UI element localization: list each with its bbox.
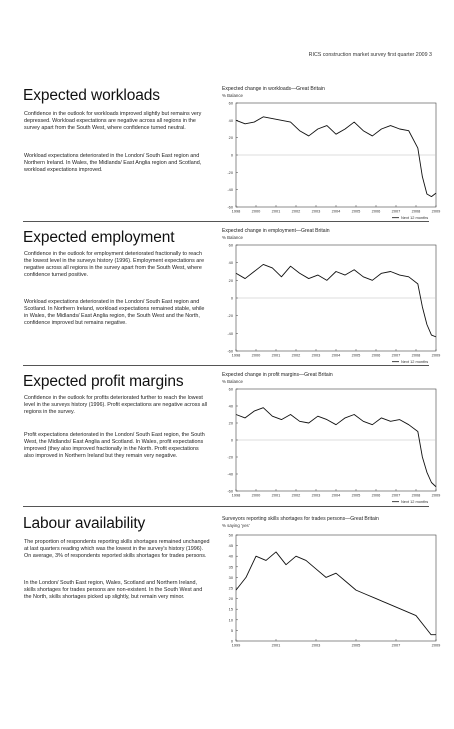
chart-unit-label: % saying 'yes' <box>222 523 250 528</box>
x-tick-label: 2005 <box>351 208 361 214</box>
y-tick-label: 40 <box>228 260 233 266</box>
skills-shortages-chart <box>222 531 441 650</box>
series-line <box>236 552 436 635</box>
chart-title: Expected change in profit margins—Great Britain <box>222 372 333 378</box>
section-paragraph: The proportion of respondents reporting skills shortages remained unchanged at last quarters reading which was the lowest in the survey's history (1996). On average, 3% of respondents reported skills shortages for trades persons. <box>24 539 210 560</box>
x-tick-label: 2003 <box>311 642 321 648</box>
section-paragraph: Profit expectations deteriorated in the London/ South East region, the South West, the Midlands/ East Anglia and Scotland. In Wales, profit expectations improved (they also improved fractionally in the North. Profit expectations also improved in Northern Ireland but they remain very negative. <box>24 432 205 460</box>
x-tick-label: 1998 <box>231 492 241 498</box>
chart-title: Surveyors reporting skills shortages for trades persons—Great Britain <box>222 516 379 522</box>
y-tick-label: -40 <box>227 471 233 477</box>
y-tick-label: 30 <box>228 574 233 580</box>
section-paragraph: Confidence in the outlook for employment deteriorated fractionally to reach the lowest level in the surveys history (1996). Employment expectations are negative across all regions in the survey apart from the South West, where confidence turned positive. <box>24 251 205 279</box>
page-header: RICS construction market survey first quarter 2009 3 <box>308 52 432 58</box>
x-tick-label: 2004 <box>331 352 341 358</box>
plot-frame <box>236 535 436 641</box>
x-tick-label: 1999 <box>231 642 241 648</box>
x-tick-label: 2008 <box>411 208 421 214</box>
y-tick-label: 40 <box>228 403 233 409</box>
y-tick-label: 20 <box>228 596 233 602</box>
x-tick-label: 2006 <box>371 352 381 358</box>
series-line <box>236 264 436 336</box>
section-divider <box>23 365 429 366</box>
workloads-chart <box>222 99 441 222</box>
x-tick-label: 2000 <box>251 492 261 498</box>
y-tick-label: -40 <box>227 187 233 193</box>
section-paragraph: Workload expectations deteriorated in the London/ South East region and Scotland. In Northern Ireland, workload expectations remained stable, while in Wales, the Midlands/ East Anglia region, the South West and the North, confidence improved but remains negative. <box>24 299 205 327</box>
legend-label: Next 12 months <box>401 499 429 504</box>
legend-label: Next 12 months <box>401 359 429 364</box>
y-tick-label: 60 <box>228 100 233 106</box>
x-tick-label: 2008 <box>411 492 421 498</box>
section-heading-profit-margins: Expected profit margins <box>23 373 184 390</box>
x-tick-label: 2008 <box>411 352 421 358</box>
y-tick-label: 60 <box>228 386 233 392</box>
chart-unit-label: % Balance <box>222 379 243 384</box>
y-tick-label: 10 <box>228 617 233 623</box>
x-tick-label: 2001 <box>271 208 281 214</box>
x-tick-label: 2000 <box>251 208 261 214</box>
series-line <box>236 117 436 197</box>
x-tick-label: 2003 <box>311 352 321 358</box>
x-tick-label: 2007 <box>391 208 401 214</box>
y-tick-label: 0 <box>230 152 233 158</box>
y-tick-label: 40 <box>228 117 233 123</box>
y-tick-label: 20 <box>228 135 233 141</box>
x-tick-label: 2002 <box>291 492 301 498</box>
x-tick-label: 2004 <box>331 208 341 214</box>
section-heading-workloads: Expected workloads <box>23 87 160 104</box>
y-tick-label: 20 <box>228 277 233 283</box>
y-tick-label: -20 <box>227 454 233 460</box>
section-paragraph: Confidence in the outlook for workloads improved slightly but remains very depressed. Workload expectations are negative across all regions in the survey apart from the South West, where confidence turned neutral. <box>24 111 202 132</box>
y-tick-label: -60 <box>227 348 233 354</box>
x-tick-label: 2001 <box>271 642 281 648</box>
x-tick-label: 2009 <box>431 208 441 214</box>
y-tick-label: -20 <box>227 169 233 175</box>
section-paragraph: Workload expectations deteriorated in the London/ South East region and Northern Ireland. In Wales, the Midlands/ East Anglia region and Scotland, workload expectations improved. <box>24 153 202 174</box>
y-tick-label: 60 <box>228 242 233 248</box>
employment-chart <box>222 241 441 366</box>
chart-unit-label: % Balance <box>222 235 243 240</box>
section-heading-labour-availability: Labour availability <box>23 515 146 532</box>
y-tick-label: -40 <box>227 330 233 336</box>
y-tick-label: 40 <box>228 553 233 559</box>
x-tick-label: 2009 <box>431 352 441 358</box>
y-tick-label: -60 <box>227 204 233 210</box>
x-tick-label: 2005 <box>351 642 361 648</box>
section-paragraph: In the London/ South East region, Wales, Scotland and Northern Ireland, skills shortages for trades persons are non-existent. In the South West and the North, skills shortages picked up slightly, but remain very minor. <box>24 580 203 601</box>
x-tick-label: 2009 <box>431 492 441 498</box>
x-tick-label: 2005 <box>351 492 361 498</box>
section-divider <box>23 506 429 507</box>
y-tick-label: -20 <box>227 313 233 319</box>
x-tick-label: 2003 <box>311 492 321 498</box>
y-tick-label: 35 <box>228 564 233 570</box>
x-tick-label: 2004 <box>331 492 341 498</box>
y-tick-label: 20 <box>228 420 233 426</box>
chart-unit-label: % Balance <box>222 93 243 98</box>
x-tick-label: 2007 <box>391 492 401 498</box>
x-tick-label: 2001 <box>271 492 281 498</box>
y-tick-label: 15 <box>228 606 233 612</box>
y-tick-label: 50 <box>228 532 233 538</box>
y-tick-label: 0 <box>230 295 233 301</box>
x-tick-label: 2007 <box>391 642 401 648</box>
x-tick-label: 1998 <box>231 208 241 214</box>
y-tick-label: 0 <box>230 638 233 644</box>
section-paragraph: Confidence in the outlook for profits deteriorated further to reach the lowest level in the surveys history (1996). Profit expectations are negative across all regions in the survey. <box>24 395 208 416</box>
x-tick-label: 2003 <box>311 208 321 214</box>
y-tick-label: 45 <box>228 543 233 549</box>
x-tick-label: 2006 <box>371 492 381 498</box>
y-tick-label: 0 <box>230 437 233 443</box>
x-tick-label: 2002 <box>291 352 301 358</box>
profit-margins-chart <box>222 385 441 506</box>
x-tick-label: 2007 <box>391 352 401 358</box>
x-tick-label: 2009 <box>431 642 441 648</box>
section-divider <box>23 221 429 222</box>
chart-title: Expected change in workloads—Great Britain <box>222 86 325 92</box>
series-line <box>236 408 436 487</box>
x-tick-label: 2005 <box>351 352 361 358</box>
section-heading-employment: Expected employment <box>23 229 175 246</box>
y-tick-label: 25 <box>228 585 233 591</box>
x-tick-label: 2001 <box>271 352 281 358</box>
x-tick-label: 1998 <box>231 352 241 358</box>
x-tick-label: 2006 <box>371 208 381 214</box>
chart-title: Expected change in employment—Great Britain <box>222 228 330 234</box>
legend-label: Next 12 months <box>401 215 429 220</box>
x-tick-label: 2002 <box>291 208 301 214</box>
y-tick-label: 5 <box>230 627 233 633</box>
y-tick-label: -60 <box>227 488 233 494</box>
x-tick-label: 2000 <box>251 352 261 358</box>
